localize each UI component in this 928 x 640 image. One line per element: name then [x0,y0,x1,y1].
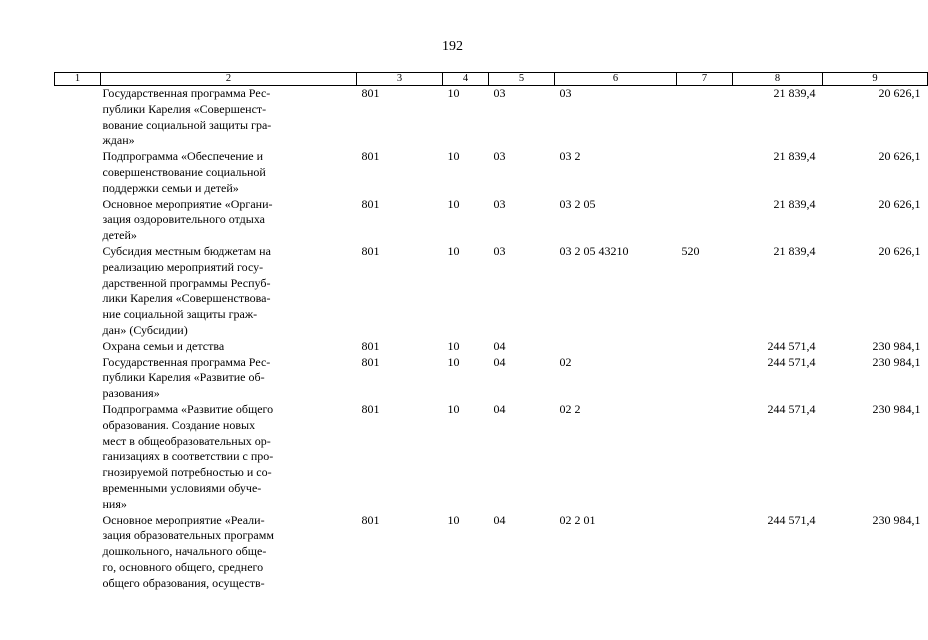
item-name-line: Государственная программа Рес- [102,86,271,100]
item-name-line: образования. Создание новых [102,417,256,432]
section-code: 10 [447,86,460,100]
ministry-code: 801 [361,338,380,353]
column-number-header: 5 [489,73,555,86]
column-number-header: 3 [357,73,443,86]
ministry-code: 801 [361,86,380,100]
row-index-cell [55,513,101,592]
subsection-code: 04 [493,401,506,416]
item-name-line: мест в общеобразовательных ор- [102,433,271,448]
item-name-line: Основное мероприятие «Органи- [102,196,273,211]
section-code: 10 [447,401,460,416]
target-article-code: 03 2 05 43210 [559,243,629,258]
amount-year-1: 21 839,4 [773,196,816,211]
column-number-header: 1 [55,73,101,86]
ministry-code: 801 [361,149,380,164]
section-code: 10 [447,196,460,211]
row-index-cell [55,86,101,150]
target-article-code: 03 2 05 [559,196,596,211]
expense-type-code [677,513,733,592]
page-number: 192 [442,39,463,54]
ministry-code: 801 [361,512,380,527]
table-row [55,86,928,150]
ministry-code: 801 [361,354,380,369]
item-name-line: дарственной программы Респуб- [102,275,271,290]
subsection-code: 04 [493,512,506,527]
subsection-code: 03 [493,243,506,258]
amount-year-2: 230 984,1 [872,338,921,353]
table-row [55,339,928,355]
amount-year-1: 21 839,4 [773,243,816,258]
item-name [101,355,357,402]
section-code: 10 [447,149,460,164]
item-name-line: ждан» [102,133,135,148]
item-name-line: зация образовательных программ [102,528,274,543]
target-article-code: 02 [559,354,572,369]
column-number-header: 7 [677,73,733,86]
table-row [55,355,928,402]
item-name-line: публики Карелия «Развитие об- [102,370,265,385]
item-name-line: поддержки семьи и детей» [102,180,239,195]
column-number-header: 8 [733,73,823,86]
ministry-code: 801 [361,243,380,258]
item-name-line: разования» [102,386,160,401]
table-row [55,244,928,339]
target-article-code: 03 2 [559,149,581,164]
subsection-code: 03 [493,196,506,211]
item-name-line: Охрана семьи и детства [102,338,225,353]
item-name-line: лики Карелия «Совершенствова- [102,291,271,306]
section-code: 10 [447,354,460,369]
item-name-line: детей» [102,228,137,243]
section-code: 10 [447,338,460,353]
item-name-line: совершенствование социальной [102,164,266,179]
ministry-code: 801 [361,196,380,211]
amount-year-2: 230 984,1 [872,512,921,527]
item-name [101,197,357,244]
item-name-line: реализацию мероприятий госу- [102,259,264,274]
amount-year-2: 20 626,1 [878,196,921,211]
amount-year-1: 244 571,4 [767,512,816,527]
target-article-code: 03 [559,86,572,100]
item-name [101,402,357,513]
expense-type-code [677,149,733,196]
expense-type-code [677,402,733,513]
expense-type-code [677,86,733,150]
amount-year-1: 244 571,4 [767,354,816,369]
table-row [55,513,928,592]
budget-table [54,72,928,592]
amount-year-2: 230 984,1 [872,354,921,369]
item-name [101,244,357,339]
item-name-line: временными условиями обуче- [102,480,262,495]
row-index-cell [55,355,101,402]
expense-type-code [677,197,733,244]
ministry-code: 801 [361,401,380,416]
amount-year-2: 20 626,1 [878,86,921,100]
item-name-line: дошкольного, начального обще- [102,544,267,559]
item-name-line: ганизациях в соответствии с про- [102,449,274,464]
expense-type-code [677,355,733,402]
item-name-line: дан» (Субсидии) [102,322,188,337]
amount-year-1: 21 839,4 [773,86,816,100]
item-name-line: го, основного общего, среднего [102,559,264,574]
table-body [55,86,928,592]
amount-year-1: 244 571,4 [767,401,816,416]
subsection-code: 03 [493,149,506,164]
item-name-line: Государственная программа Рес- [102,354,271,369]
item-name-line: Субсидия местным бюджетам на [102,243,271,258]
item-name [101,86,357,150]
item-name-line: ния» [102,496,127,511]
amount-year-1: 244 571,4 [767,338,816,353]
item-name-line: вование социальной защиты гра- [102,117,272,132]
section-code: 10 [447,512,460,527]
expense-type-code: 520 [681,243,700,258]
amount-year-2: 20 626,1 [878,149,921,164]
subsection-code: 04 [493,338,506,353]
table-row [55,197,928,244]
target-article-code [555,339,677,355]
item-name-line: Основное мероприятие «Реали- [102,512,265,527]
subsection-code: 04 [493,354,506,369]
column-number-header: 6 [555,73,677,86]
column-number-header: 2 [101,73,357,86]
target-article-code: 02 2 [559,401,581,416]
item-name-line: гнозируемой потребностью и со- [102,465,272,480]
row-index-cell [55,402,101,513]
item-name [101,149,357,196]
subsection-code: 03 [493,86,506,100]
target-article-code: 02 2 01 [559,512,596,527]
item-name-line: зация оздоровительного отдыха [102,212,265,227]
item-name-line: Подпрограмма «Обеспечение и [102,149,263,164]
row-index-cell [55,244,101,339]
table-row [55,149,928,196]
column-number-header-row [55,73,928,86]
item-name-line: публики Карелия «Совершенст- [102,101,267,116]
amount-year-2: 20 626,1 [878,243,921,258]
amount-year-1: 21 839,4 [773,149,816,164]
amount-year-2: 230 984,1 [872,401,921,416]
row-index-cell [55,339,101,355]
item-name-line: Подпрограмма «Развитие общего [102,401,274,416]
item-name-line: ние социальной защиты граж- [102,307,258,322]
table-row [55,402,928,513]
column-number-header: 4 [443,73,489,86]
row-index-cell [55,149,101,196]
item-name [101,513,357,592]
row-index-cell [55,197,101,244]
expense-type-code [677,339,733,355]
item-name [101,339,357,355]
column-number-header: 9 [823,73,928,86]
section-code: 10 [447,243,460,258]
item-name-line: общего образования, осуществ- [102,575,265,590]
